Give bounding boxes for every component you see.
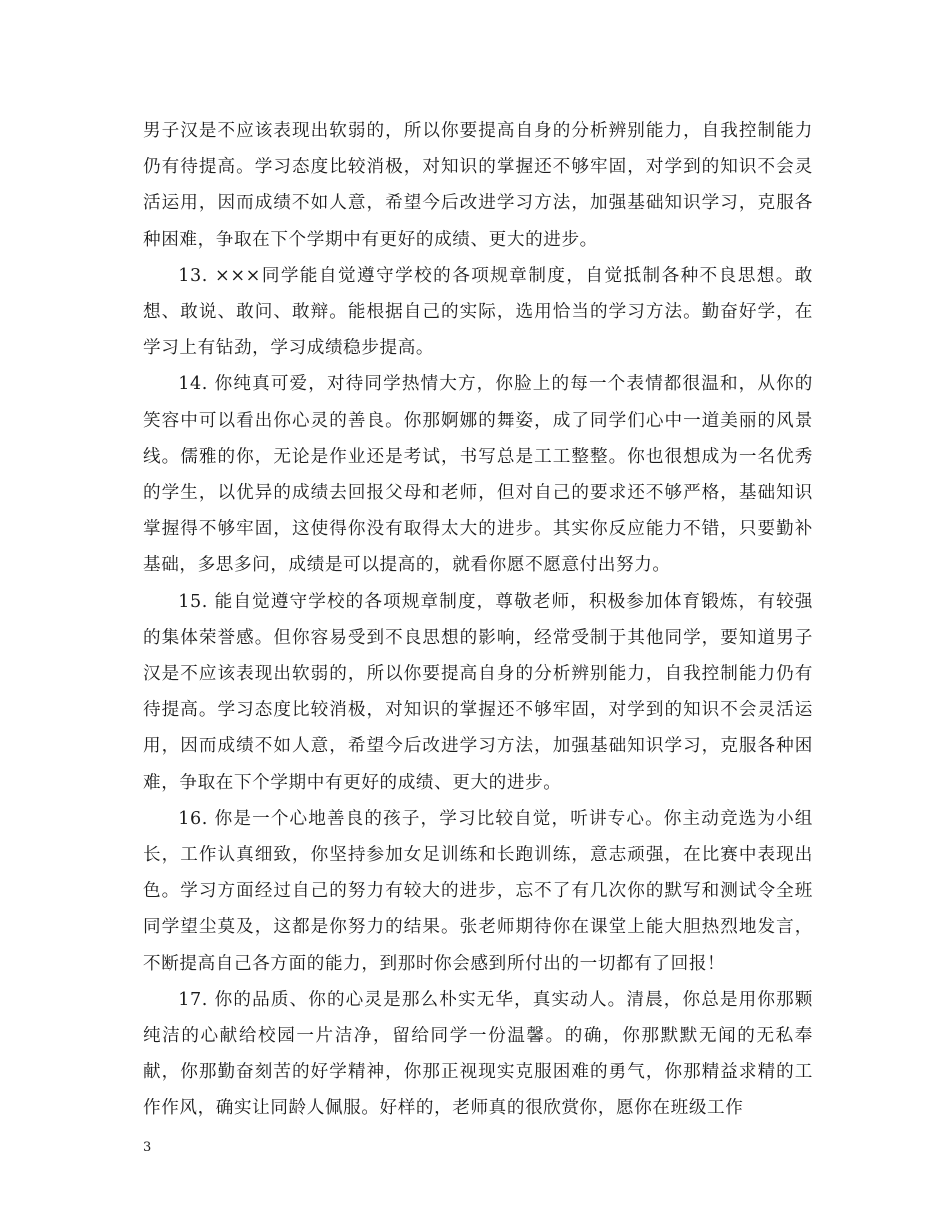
document-body bbox=[143, 113, 813, 1127]
paragraph-item-17: 17. 你的品质、你的心灵是那么朴实无华，真实动人。清晨，你总是用你那颗纯洁的心献给校园一片洁净，留给同学一份温馨。的确，你那默默无闻的无私奉献，你那勤奋刻苦的好学精神，你那正视现实克服困难的勇气，你那精益求精的工作作风，确实让同龄人佩服。好样的，老师真的很欣赏你，愿你在班级工作 bbox=[143, 989, 813, 1119]
paragraph-continuation: 男子汉是不应该表现出软弱的，所以你要提高自身的分析辨别能力，自我控制能力仍有待提高。学习态度比较消极，对知识的掌握还不够牢固，对学到的知识不会灵活运用，因而成绩不如人意，希望今后改进学习方法，加强基础知识学习，克服各种困难，争取在下个学期中有更好的成绩、更大的进步。 bbox=[143, 121, 813, 250]
paragraph-item-14: 14. 你纯真可爱，对待同学热情大方，你脸上的每一个表情都很温和，从你的笑容中可以看出你心灵的善良。你那婀娜的舞姿，成了同学们心中一道美丽的风景线。儒雅的你，无论是作业还是考试，书写总是工工整整。你也很想成为一名优秀的学生，以优异的成绩去回报父母和老师，但对自己的要求还不够严格，基础知识掌握得不够牢固，这使得你没有取得太大的进步。其实你反应能力不错，只要勤补基础，多思多问，成绩是可以提高的，就看你愿不愿意付出努力。 bbox=[143, 374, 813, 576]
paragraph-item-16: 16. 你是一个心地善良的孩子，学习比较自觉，听讲专心。你主动竞选为小组长，工作认真细致，你坚持参加女足训练和长跑训练，意志顽强，在比赛中表现出色。学习方面经过自己的努力有较大的进步，忘不了有几次你的默写和测试令全班同学望尘莫及，这都是你努力的结果。张老师期待你在课堂上能大胆热烈地发言，不断提高自己各方面的能力，到那时你会感到所付出的一切都有了回报！ bbox=[143, 808, 813, 974]
page-number: 3 bbox=[143, 1140, 152, 1155]
paragraph-item-13: 13. ×××同学能自觉遵守学校的各项规章制度，自觉抵制各种不良思想。敢想、敢说、敢问、敢辩。能根据自己的实际，选用恰当的学习方法。勤奋好学，在学习上有钻劲，学习成绩稳步提高。 bbox=[143, 265, 813, 359]
paragraph-item-15: 15. 能自觉遵守学校的各项规章制度，尊敬老师，积极参加体育锻炼，有较强的集体荣誉感。但你容易受到不良思想的影响，经常受制于其他同学，要知道男子汉是不应该表现出软弱的，所以你要提高自身的分析辨别能力，自我控制能力仍有待提高。学习态度比较消极，对知识的掌握还不够牢固，对学到的知识不会灵活运用，因而成绩不如人意，希望今后改进学习方法，加强基础知识学习，克服各种困难，争取在下个学期中有更好的成绩、更大的进步。 bbox=[143, 591, 813, 793]
